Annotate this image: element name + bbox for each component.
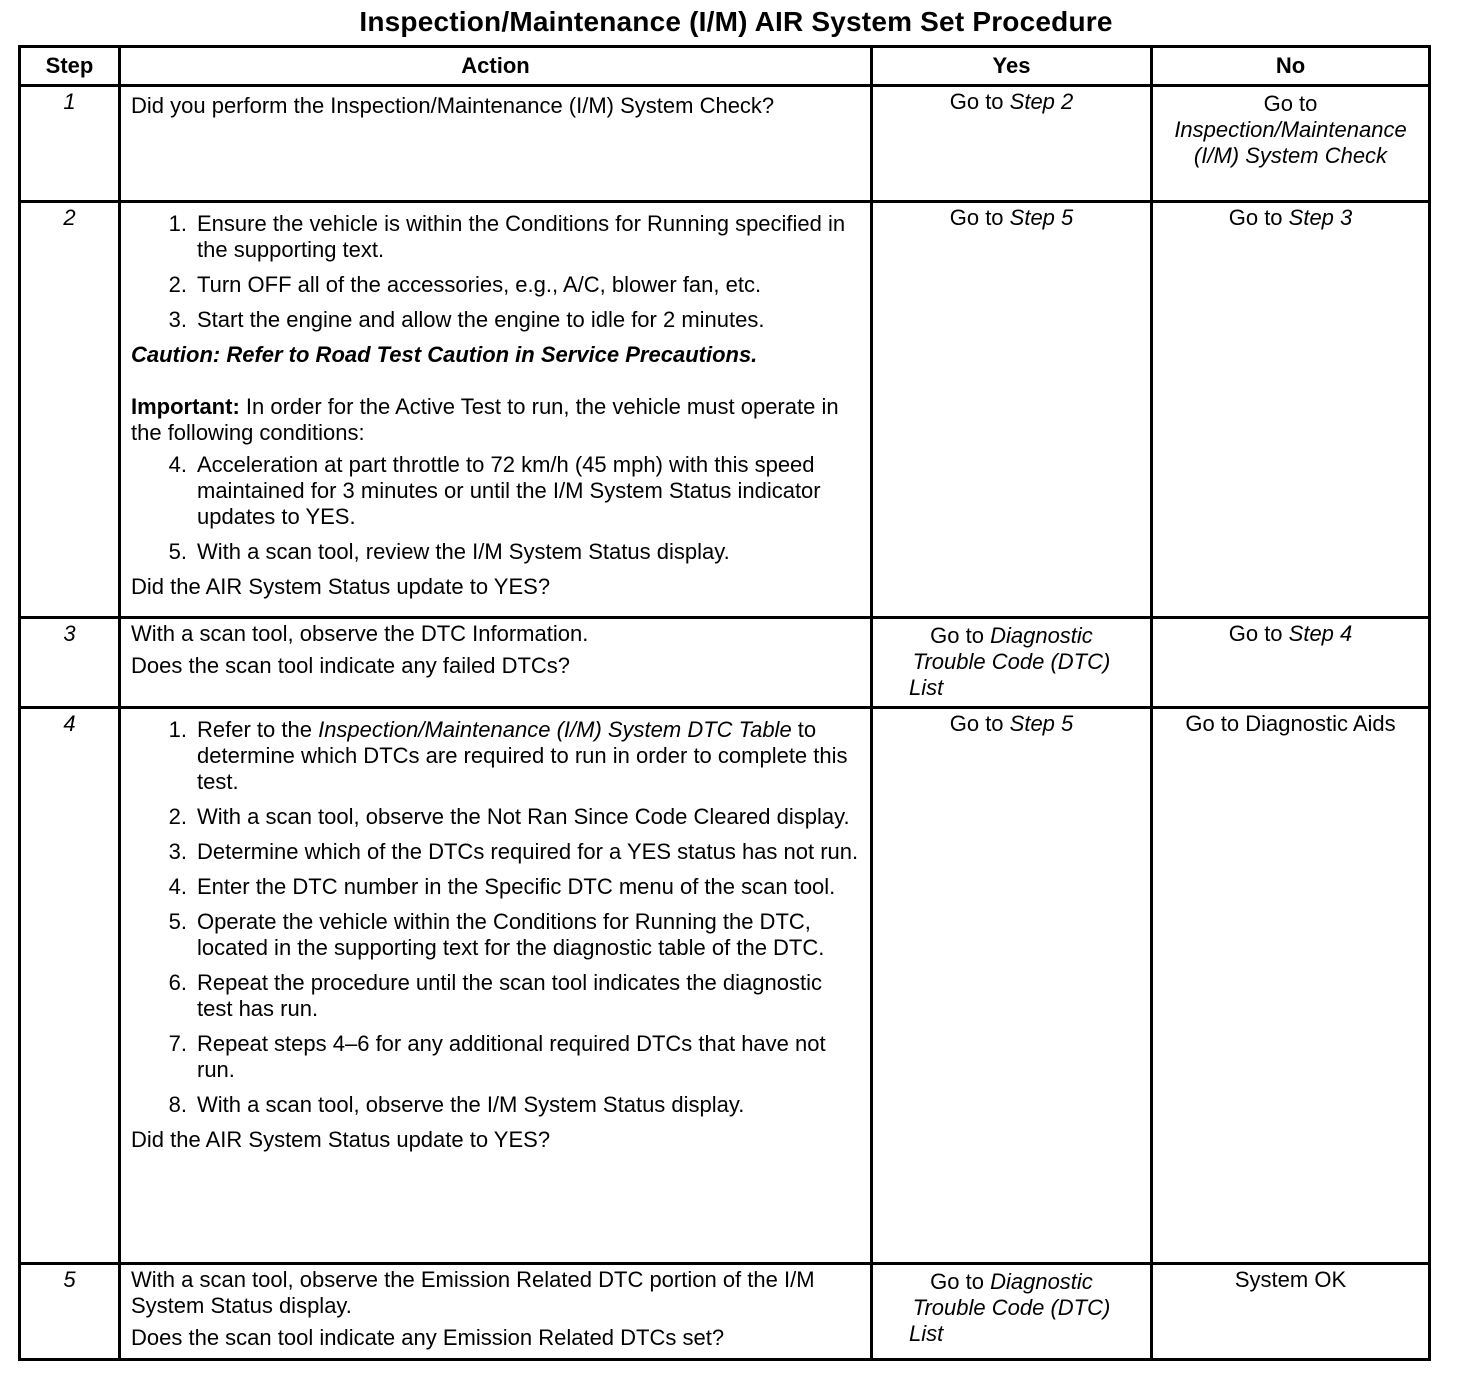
yes-cell: Go to Diagnostic Trouble Code (DTC) List [872,618,1152,708]
action-lead: With a scan tool, observe the DTC Information. [131,621,589,646]
step-number: 4 [20,708,120,1264]
procedure-table [18,45,1431,1361]
step-number: 2 [20,202,120,618]
list-item: 1. Ensure the vehicle is within the Conditions for Running specified in the supporting text. [168,211,846,262]
important-note: Important: In order for the Active Test to run, the vehicle must operate in the following conditions: [131,394,839,445]
no-link[interactable]: Step 3 [1288,205,1353,230]
yes-link[interactable]: Diagnostic [990,623,1093,648]
table-row [20,1264,1430,1360]
yes-link[interactable]: Step 5 [1009,205,1074,230]
action-cell [120,1264,872,1360]
no-result: System OK [1234,1267,1347,1292]
action-list [131,717,860,1118]
action-list [131,452,860,565]
list-item: 3. Determine which of the DTCs required for a YES status has not run. [168,839,859,864]
no-prefix: Go to [1263,91,1318,116]
yes-cell: Go to Step 5 [872,202,1152,618]
action-cell [120,86,872,202]
action-question: Did the AIR System Status update to YES? [131,1127,551,1152]
no-cell: Go to Step 4 [1152,618,1430,708]
no-cell: Go to Step 3 [1152,202,1430,618]
no-cell [1152,86,1430,202]
list-item: 3. Start the engine and allow the engine to idle for 2 minutes. [168,307,765,332]
list-item: 5. Operate the vehicle within the Conditions for Running the DTC, located in the supporting text for the diagnostic table of the DTC. [168,909,825,960]
list-item: 8. With a scan tool, observe the I/M System Status display. [168,1092,745,1117]
list-item: 2. Turn OFF all of the accessories, e.g., A/C, blower fan, etc. [168,272,762,297]
table-row [20,202,1430,618]
header-row [20,47,1430,86]
action-cell [120,708,872,1264]
action-cell [120,618,872,708]
list-item: 2. With a scan tool, observe the Not Ran Since Code Cleared display. [168,804,850,829]
action-cell [120,202,872,618]
step-number: 1 [20,86,120,202]
header-no: No [1152,47,1430,86]
table-row [20,618,1430,708]
list-item: 1. Refer to the Inspection/Maintenance (I/M) System DTC Table to determine which DTCs are required to run in order to complete this test. [168,717,848,794]
yes-link[interactable]: Step 2 [1009,89,1074,114]
dtc-table-link[interactable]: Inspection/Maintenance (I/M) System DTC Table [318,717,792,742]
yes-prefix: Go to [949,89,1010,114]
yes-link[interactable]: Step 5 [1009,711,1074,736]
action-question: Does the scan tool indicate any failed DTCs? [131,653,571,678]
yes-cell: Go to Diagnostic Trouble Code (DTC) List [872,1264,1152,1360]
list-item: 4. Acceleration at part throttle to 72 km/h (45 mph) with this speed maintained for 3 minutes or until the I/M System Status indicator updates to YES. [168,452,821,529]
table-row [20,708,1430,1264]
header-yes: Yes [872,47,1152,86]
step-number: 5 [20,1264,120,1360]
action-question: Does the scan tool indicate any Emission Related DTCs set? [131,1325,725,1350]
header-step: Step [20,47,120,86]
action-lead: With a scan tool, observe the Emission Related DTC portion of the I/M System Status display. [131,1267,815,1318]
action-list [131,211,860,333]
header-action: Action [120,47,872,86]
list-item: 6. Repeat the procedure until the scan tool indicates the diagnostic test has run. [168,970,822,1021]
action-question: Did the AIR System Status update to YES? [131,574,551,599]
caution-note: Caution: Refer to Road Test Caution in Service Precautions. [131,342,758,367]
yes-link[interactable]: Diagnostic [990,1269,1093,1294]
list-item: 5. With a scan tool, review the I/M System Status display. [168,539,730,564]
table-row [20,86,1430,202]
yes-cell: Go to Step 5 [872,708,1152,1264]
no-link[interactable]: Inspection/Maintenance (I/M) System Check [1174,117,1407,168]
list-item: 4. Enter the DTC number in the Specific DTC menu of the scan tool. [168,874,836,899]
no-link[interactable]: Step 4 [1288,621,1353,646]
step-number: 3 [20,618,120,708]
no-cell [1152,708,1430,1264]
no-link[interactable]: Go to Diagnostic Aids [1185,711,1396,736]
action-question: Did you perform the Inspection/Maintenance (I/M) System Check? [131,93,775,118]
procedure-title: Inspection/Maintenance (I/M) AIR System Set Procedure [359,6,1113,37]
yes-cell [872,86,1152,202]
no-cell [1152,1264,1430,1360]
list-item: 7. Repeat steps 4–6 for any additional required DTCs that have not run. [168,1031,826,1082]
